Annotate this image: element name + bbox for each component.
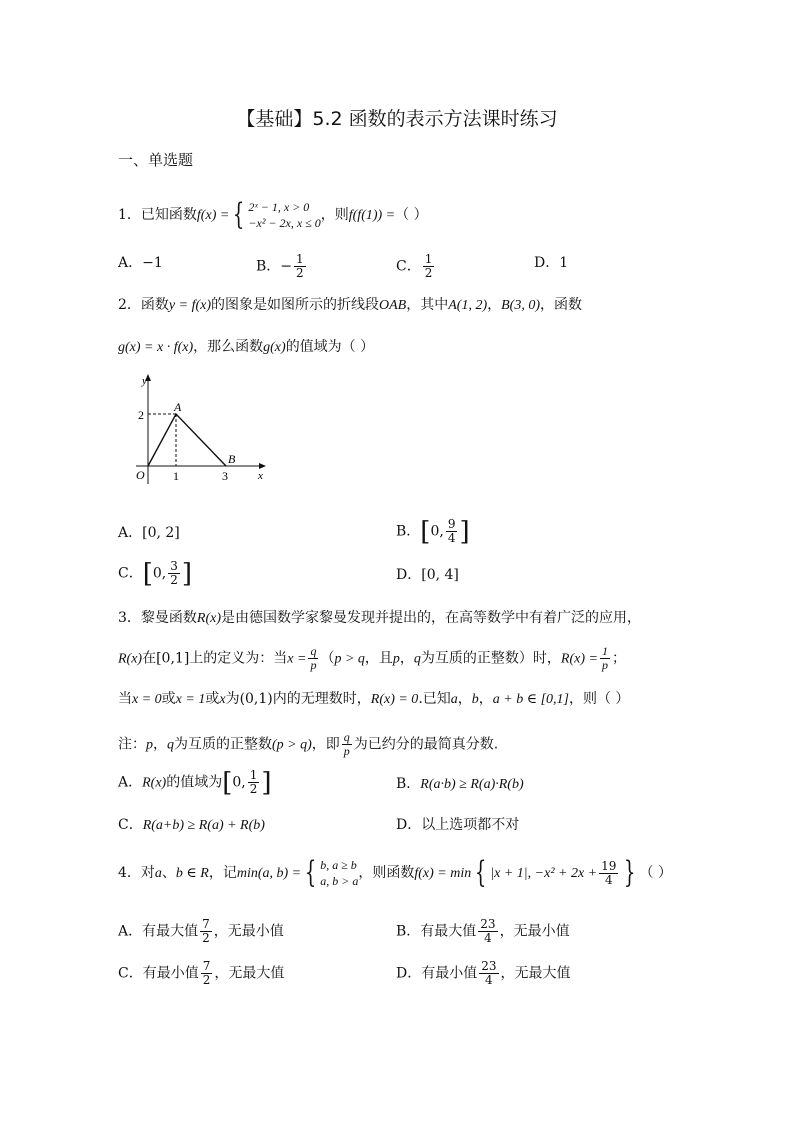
q3-option-a[interactable]: A．R(x)的值域为[0, $\frac{1}{2}$ ]: [118, 767, 272, 798]
q4-option-d[interactable]: D．有最小值 $\frac{23}{4}$ ，无最大值: [396, 959, 571, 987]
question-3-note: 注：p，q为互质的正整数(p > q)，即 $\frac{q}{p}$ 为已约分的最简真分数.: [118, 730, 499, 758]
origin-label: O: [136, 468, 145, 482]
point-a-label: A: [174, 400, 182, 414]
q2-option-c[interactable]: C．[0, $\frac{3}{2}$ ]: [118, 558, 193, 589]
q2-option-a[interactable]: A．[0, 2]: [118, 525, 180, 541]
q3-option-b[interactable]: B．R(a·b) ≥ R(a)·R(b): [396, 776, 524, 792]
q1-option-b[interactable]: B．− $\frac{1}{2}$: [256, 252, 304, 280]
q3-option-d[interactable]: D．以上选项都不对: [396, 817, 520, 833]
question-3-line-1: 3．黎曼函数R(x)是由德国数学家黎曼发现并提出的，在高等数学中有着广泛的应用，: [118, 610, 642, 626]
y-label: y: [142, 375, 147, 387]
q4-option-b[interactable]: B．有最大值 $\frac{23}{4}$ ，无最小值: [396, 917, 570, 945]
page-title: 【基础】5.2 函数的表示方法课时练习: [236, 108, 558, 130]
q1-option-c[interactable]: C． $\frac{1}{2}$: [396, 252, 433, 280]
q1-option-a[interactable]: A．−1: [118, 255, 163, 271]
question-1: 1．已知函数f(x) = { 2ˣ − 1, x > 0 −x² − 2x, x ≤ 0 ，则f(f(1)) =（ ）: [118, 197, 428, 232]
section-heading: 一、单选题: [118, 151, 194, 169]
q2-option-b[interactable]: B．[0, $\frac{9}{4}$ ]: [396, 516, 470, 547]
question-3-line-2: R(x)在[0,1]上的定义为：当x = $\frac{q}{p}$ （p > q，且p，q为互质的正整数）时，R(x) = $\frac{1}{p}$ ；: [118, 644, 626, 672]
tick-2: 2: [138, 408, 144, 422]
q2-option-d[interactable]: D．[0, 4]: [396, 567, 459, 583]
x-axis-arrow: [259, 463, 266, 469]
q1-piecewise: 2ˣ − 1, x > 0 −x² − 2x, x ≤ 0: [248, 200, 321, 230]
tick-3: 3: [222, 469, 228, 483]
question-2-line-1: 2．函数y = f(x)的图象是如图所示的折线段OAB，其中A(1, 2)，B(3, 0)，函数: [118, 297, 583, 313]
question-3-line-3: 当x = 0或x = 1或x为(0,1)内的无理数时，R(x) = 0.已知a，b，a + b ∈ [0,1]，则（ ）: [118, 691, 630, 707]
q1-option-d[interactable]: D．1: [534, 255, 569, 271]
q3-option-c[interactable]: C．R(a+b) ≥ R(a) + R(b): [118, 817, 265, 833]
polyline-oab: [148, 414, 226, 466]
question-4: 4．对a、b ∈ R，记min(a, b) = { b, a ≥ b a, b > a ，则函数f(x) = min { |x + 1|, −x² + 2x + $\frac{19}{4}$ } （ ）: [118, 855, 672, 890]
question-2-line-2: g(x) = x · f(x)，那么函数g(x)的值域为（ ）: [118, 339, 375, 355]
tick-1: 1: [173, 469, 179, 483]
q4-option-c[interactable]: C．有最小值 $\frac{7}{2}$ ，无最大值: [118, 959, 285, 987]
x-label: x: [258, 470, 263, 482]
q4-option-a[interactable]: A．有最大值 $\frac{7}{2}$ ，无最小值: [118, 917, 284, 945]
q1-number: 1．: [118, 207, 141, 223]
q2-graph: [118, 366, 278, 491]
point-b-label: B: [228, 452, 236, 466]
